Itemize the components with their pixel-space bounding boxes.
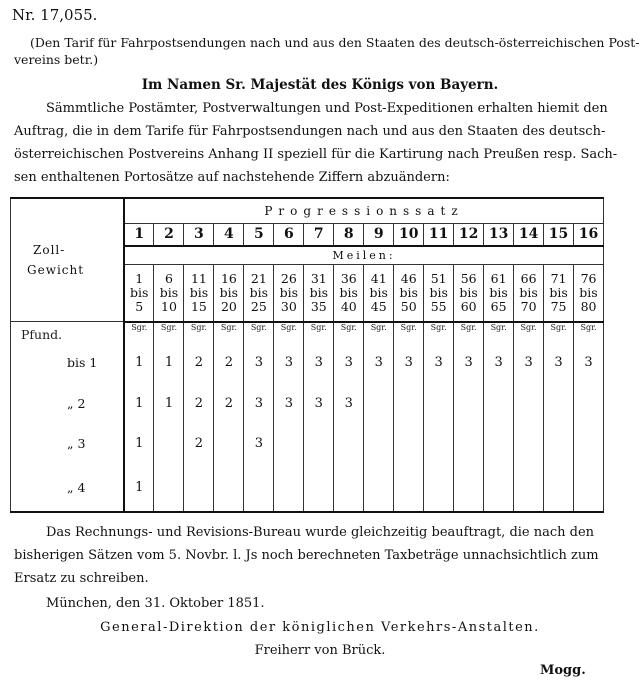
row-header-line: Gewicht [27, 263, 85, 278]
distance-range-cell [124, 265, 154, 322]
unit-label: Sgr. [184, 322, 214, 343]
rate-cell [544, 464, 574, 512]
rate-cell: 3 [244, 423, 274, 464]
distance-range-cell [334, 265, 364, 322]
range-from: 71 [550, 270, 567, 286]
weight-label-cell [11, 342, 125, 383]
distance-range-cell [184, 265, 214, 322]
range-from: 36 [340, 270, 357, 286]
unit-label: Sgr. [454, 322, 484, 343]
unit-label: Sgr. [124, 322, 154, 343]
range-bis: bis [309, 284, 328, 300]
column-number: 3 [184, 223, 214, 246]
column-number: 1 [124, 223, 154, 246]
range-from: 6 [164, 270, 173, 286]
range-to: 10 [161, 298, 177, 314]
rate-cell [574, 423, 604, 464]
unit-label: Sgr. [574, 322, 604, 343]
rate-cell [304, 423, 334, 464]
range-to: 45 [370, 298, 387, 314]
rate-cell [244, 464, 274, 512]
rate-cell [484, 464, 514, 512]
rate-cell [424, 423, 454, 464]
distance-range-cell [574, 265, 604, 322]
range-bis: bis [130, 284, 149, 300]
range-bis: bis [519, 284, 538, 300]
rate-cell [574, 464, 604, 512]
rate-cell [214, 423, 244, 464]
body-line: österreichischen Postvereins Anhang II speziell für die Kartirung nach Preußen resp. Sach- [14, 147, 618, 162]
column-number: 13 [484, 223, 514, 246]
progression-header: Progressionssatz [124, 198, 604, 223]
rate-cell: 3 [364, 342, 394, 383]
rate-cell: 3 [514, 342, 544, 383]
rate-cell [424, 383, 454, 424]
range-bis: bis [459, 284, 478, 300]
weight-label: „ 4 [67, 479, 86, 495]
closing-line: Ersatz zu schreiben. [14, 571, 149, 586]
rate-cell [454, 383, 484, 424]
distance-range-cell [304, 265, 334, 322]
row-header-line: Zoll- [33, 243, 66, 258]
distance-range-cell [214, 265, 244, 322]
rate-cell [394, 464, 424, 512]
rate-cell: 3 [274, 342, 304, 383]
distance-range-cell [454, 265, 484, 322]
column-number: 6 [274, 223, 304, 246]
weight-label-cell [11, 383, 125, 424]
range-from: 1 [135, 270, 144, 286]
rate-cell: 2 [214, 383, 244, 424]
rate-cell: 2 [184, 342, 214, 383]
rate-cell [334, 464, 364, 512]
tariff-table [10, 197, 604, 513]
range-from: 21 [250, 270, 267, 286]
weight-label: bis 1 [67, 355, 98, 371]
rate-cell: 2 [184, 423, 214, 464]
weight-label-cell [11, 423, 125, 464]
column-number: 11 [424, 223, 454, 246]
rate-cell [454, 464, 484, 512]
table-row [11, 423, 604, 464]
range-to: 5 [135, 298, 144, 314]
rate-cell: 1 [124, 383, 154, 424]
unit-label: Sgr. [484, 322, 514, 343]
range-from: 61 [490, 270, 507, 286]
header-row-progression [11, 198, 604, 223]
rate-cell [274, 423, 304, 464]
range-from: 66 [520, 270, 537, 286]
range-to: 30 [280, 298, 297, 314]
weight-label: „ 2 [67, 395, 86, 411]
date-line: München, den 31. Oktober 1851. [46, 596, 265, 611]
distance-range-cell [274, 265, 304, 322]
rate-cell: 3 [394, 342, 424, 383]
rate-cell [424, 464, 454, 512]
rate-cell [574, 383, 604, 424]
rate-cell: 3 [304, 383, 334, 424]
range-to: 65 [490, 298, 507, 314]
column-number: 12 [454, 223, 484, 246]
rate-cell [514, 423, 544, 464]
range-bis: bis [249, 284, 269, 300]
rate-cell: 1 [124, 423, 154, 464]
weight-label: „ 3 [67, 436, 86, 452]
range-from: 11 [190, 270, 207, 286]
distance-range-cell [244, 265, 274, 322]
rate-cell [514, 464, 544, 512]
distance-range-cell [514, 265, 544, 322]
rate-cell [364, 423, 394, 464]
unit-label: Sgr. [394, 322, 424, 343]
range-bis: bis [429, 284, 448, 300]
table-row [11, 383, 604, 424]
column-number: 14 [514, 223, 544, 246]
rate-cell: 3 [244, 383, 274, 424]
signatory-2: Mogg. [540, 663, 586, 678]
row-header-cell [11, 198, 125, 322]
column-number: 5 [244, 223, 274, 246]
rate-cell [394, 423, 424, 464]
pfund-label: Pfund. [21, 327, 63, 343]
range-bis: bis [189, 284, 209, 300]
range-bis: bis [549, 284, 568, 300]
body-line: sen enthaltenen Portosätze auf nachstehende Ziffern abzuändern: [14, 170, 450, 185]
rate-cell: 3 [274, 383, 304, 424]
range-from: 46 [400, 270, 417, 286]
rate-cell: 3 [334, 342, 364, 383]
range-to: 55 [430, 298, 447, 314]
decree-heading: Im Namen Sr. Majestät des Königs von Bayern. [141, 77, 499, 93]
range-bis: bis [219, 284, 239, 300]
rate-cell [274, 464, 304, 512]
rate-cell: 1 [124, 464, 154, 512]
rate-cell: 3 [304, 342, 334, 383]
column-number: 15 [544, 223, 574, 246]
range-to: 35 [310, 298, 327, 314]
column-number: 2 [154, 223, 184, 246]
rate-cell: 3 [574, 342, 604, 383]
range-from: 41 [370, 270, 387, 286]
range-bis: bis [489, 284, 508, 300]
rate-cell: 3 [244, 342, 274, 383]
meilen-header: Meilen: [124, 246, 604, 265]
body-line: Sämmtliche Postämter, Postverwaltungen und Post-Expeditionen erhalten hiemit den [46, 101, 608, 116]
range-to: 50 [400, 298, 417, 314]
pfund-label-cell [11, 322, 125, 343]
rate-cell [154, 464, 184, 512]
rate-cell: 3 [424, 342, 454, 383]
distance-range-cell [364, 265, 394, 322]
distance-range-cell [484, 265, 514, 322]
rate-cell [454, 423, 484, 464]
column-number: 7 [304, 223, 334, 246]
range-to: 75 [550, 298, 567, 314]
weight-label-cell [11, 464, 125, 512]
table-row [11, 342, 604, 383]
rate-cell: 1 [154, 383, 184, 424]
range-to: 20 [220, 298, 237, 314]
rate-cell [394, 383, 424, 424]
body-line: Auftrag, die in dem Tarife für Fahrpostsendungen nach und aus den Staaten des deutsch- [14, 124, 606, 139]
range-bis: bis [579, 284, 598, 300]
range-bis: bis [399, 284, 418, 300]
issuing-authority: General-Direktion der königlichen Verkehrs-Anstalten. [100, 620, 540, 635]
range-from: 51 [430, 270, 447, 286]
distance-range-cell [544, 265, 574, 322]
rate-cell [334, 423, 364, 464]
rate-cell [364, 383, 394, 424]
rate-cell [484, 383, 514, 424]
rate-cell: 2 [214, 342, 244, 383]
range-bis: bis [369, 284, 388, 300]
rate-cell [514, 383, 544, 424]
rate-cell [214, 464, 244, 512]
range-to: 80 [580, 298, 597, 314]
rate-cell [304, 464, 334, 512]
unit-label: Sgr. [244, 322, 274, 343]
unit-label: Sgr. [514, 322, 544, 343]
range-to: 40 [340, 298, 357, 314]
rate-cell [484, 423, 514, 464]
subject-line-1: (Den Tarif für Fahrpostsendungen nach und aus den Staaten des deutsch-österreichischen Post- [30, 35, 640, 50]
distance-range-cell [424, 265, 454, 322]
unit-label: Sgr. [214, 322, 244, 343]
column-number: 8 [334, 223, 364, 246]
rate-cell: 3 [544, 342, 574, 383]
column-number: 4 [214, 223, 244, 246]
range-bis: bis [159, 284, 179, 300]
rate-cell [544, 383, 574, 424]
unit-label: Sgr. [364, 322, 394, 343]
unit-row [11, 322, 604, 343]
rate-cell [184, 464, 214, 512]
table-row [11, 464, 604, 512]
unit-label: Sgr. [424, 322, 454, 343]
range-to: 25 [250, 298, 267, 314]
distance-range-cell [394, 265, 424, 322]
rate-cell: 3 [484, 342, 514, 383]
rate-cell: 3 [334, 383, 364, 424]
rate-cell: 1 [154, 342, 184, 383]
range-to: 70 [520, 298, 537, 314]
unit-label: Sgr. [274, 322, 304, 343]
rate-cell: 1 [124, 342, 154, 383]
signatory-1: Freiherr von Brück. [254, 643, 386, 658]
rate-cell [154, 423, 184, 464]
range-from: 76 [580, 270, 597, 286]
column-number: 9 [364, 223, 394, 246]
unit-label: Sgr. [544, 322, 574, 343]
rate-cell: 3 [454, 342, 484, 383]
range-from: 26 [280, 270, 297, 286]
unit-label: Sgr. [304, 322, 334, 343]
closing-line: bisherigen Sätzen vom 5. Novbr. l. Js noch berechneten Taxbeträge unnachsichtlich zum [14, 548, 599, 563]
range-from: 16 [220, 270, 237, 286]
rate-cell [364, 464, 394, 512]
range-from: 56 [460, 270, 477, 286]
unit-label: Sgr. [334, 322, 364, 343]
range-bis: bis [279, 284, 299, 300]
distance-range-cell [154, 265, 184, 322]
range-from: 31 [310, 270, 327, 286]
range-to: 60 [460, 298, 477, 314]
subject-line-2: vereins betr.) [14, 52, 99, 67]
range-to: 15 [190, 298, 207, 314]
closing-line: Das Rechnungs- und Revisions-Bureau wurde gleichzeitig beauftragt, die nach den [46, 525, 595, 540]
rate-cell [544, 423, 574, 464]
column-number: 10 [394, 223, 424, 246]
range-bis: bis [339, 284, 358, 300]
document-number: Nr. 17,055. [12, 6, 98, 24]
unit-label: Sgr. [154, 322, 184, 343]
rate-cell: 2 [184, 383, 214, 424]
column-number: 16 [574, 223, 604, 246]
